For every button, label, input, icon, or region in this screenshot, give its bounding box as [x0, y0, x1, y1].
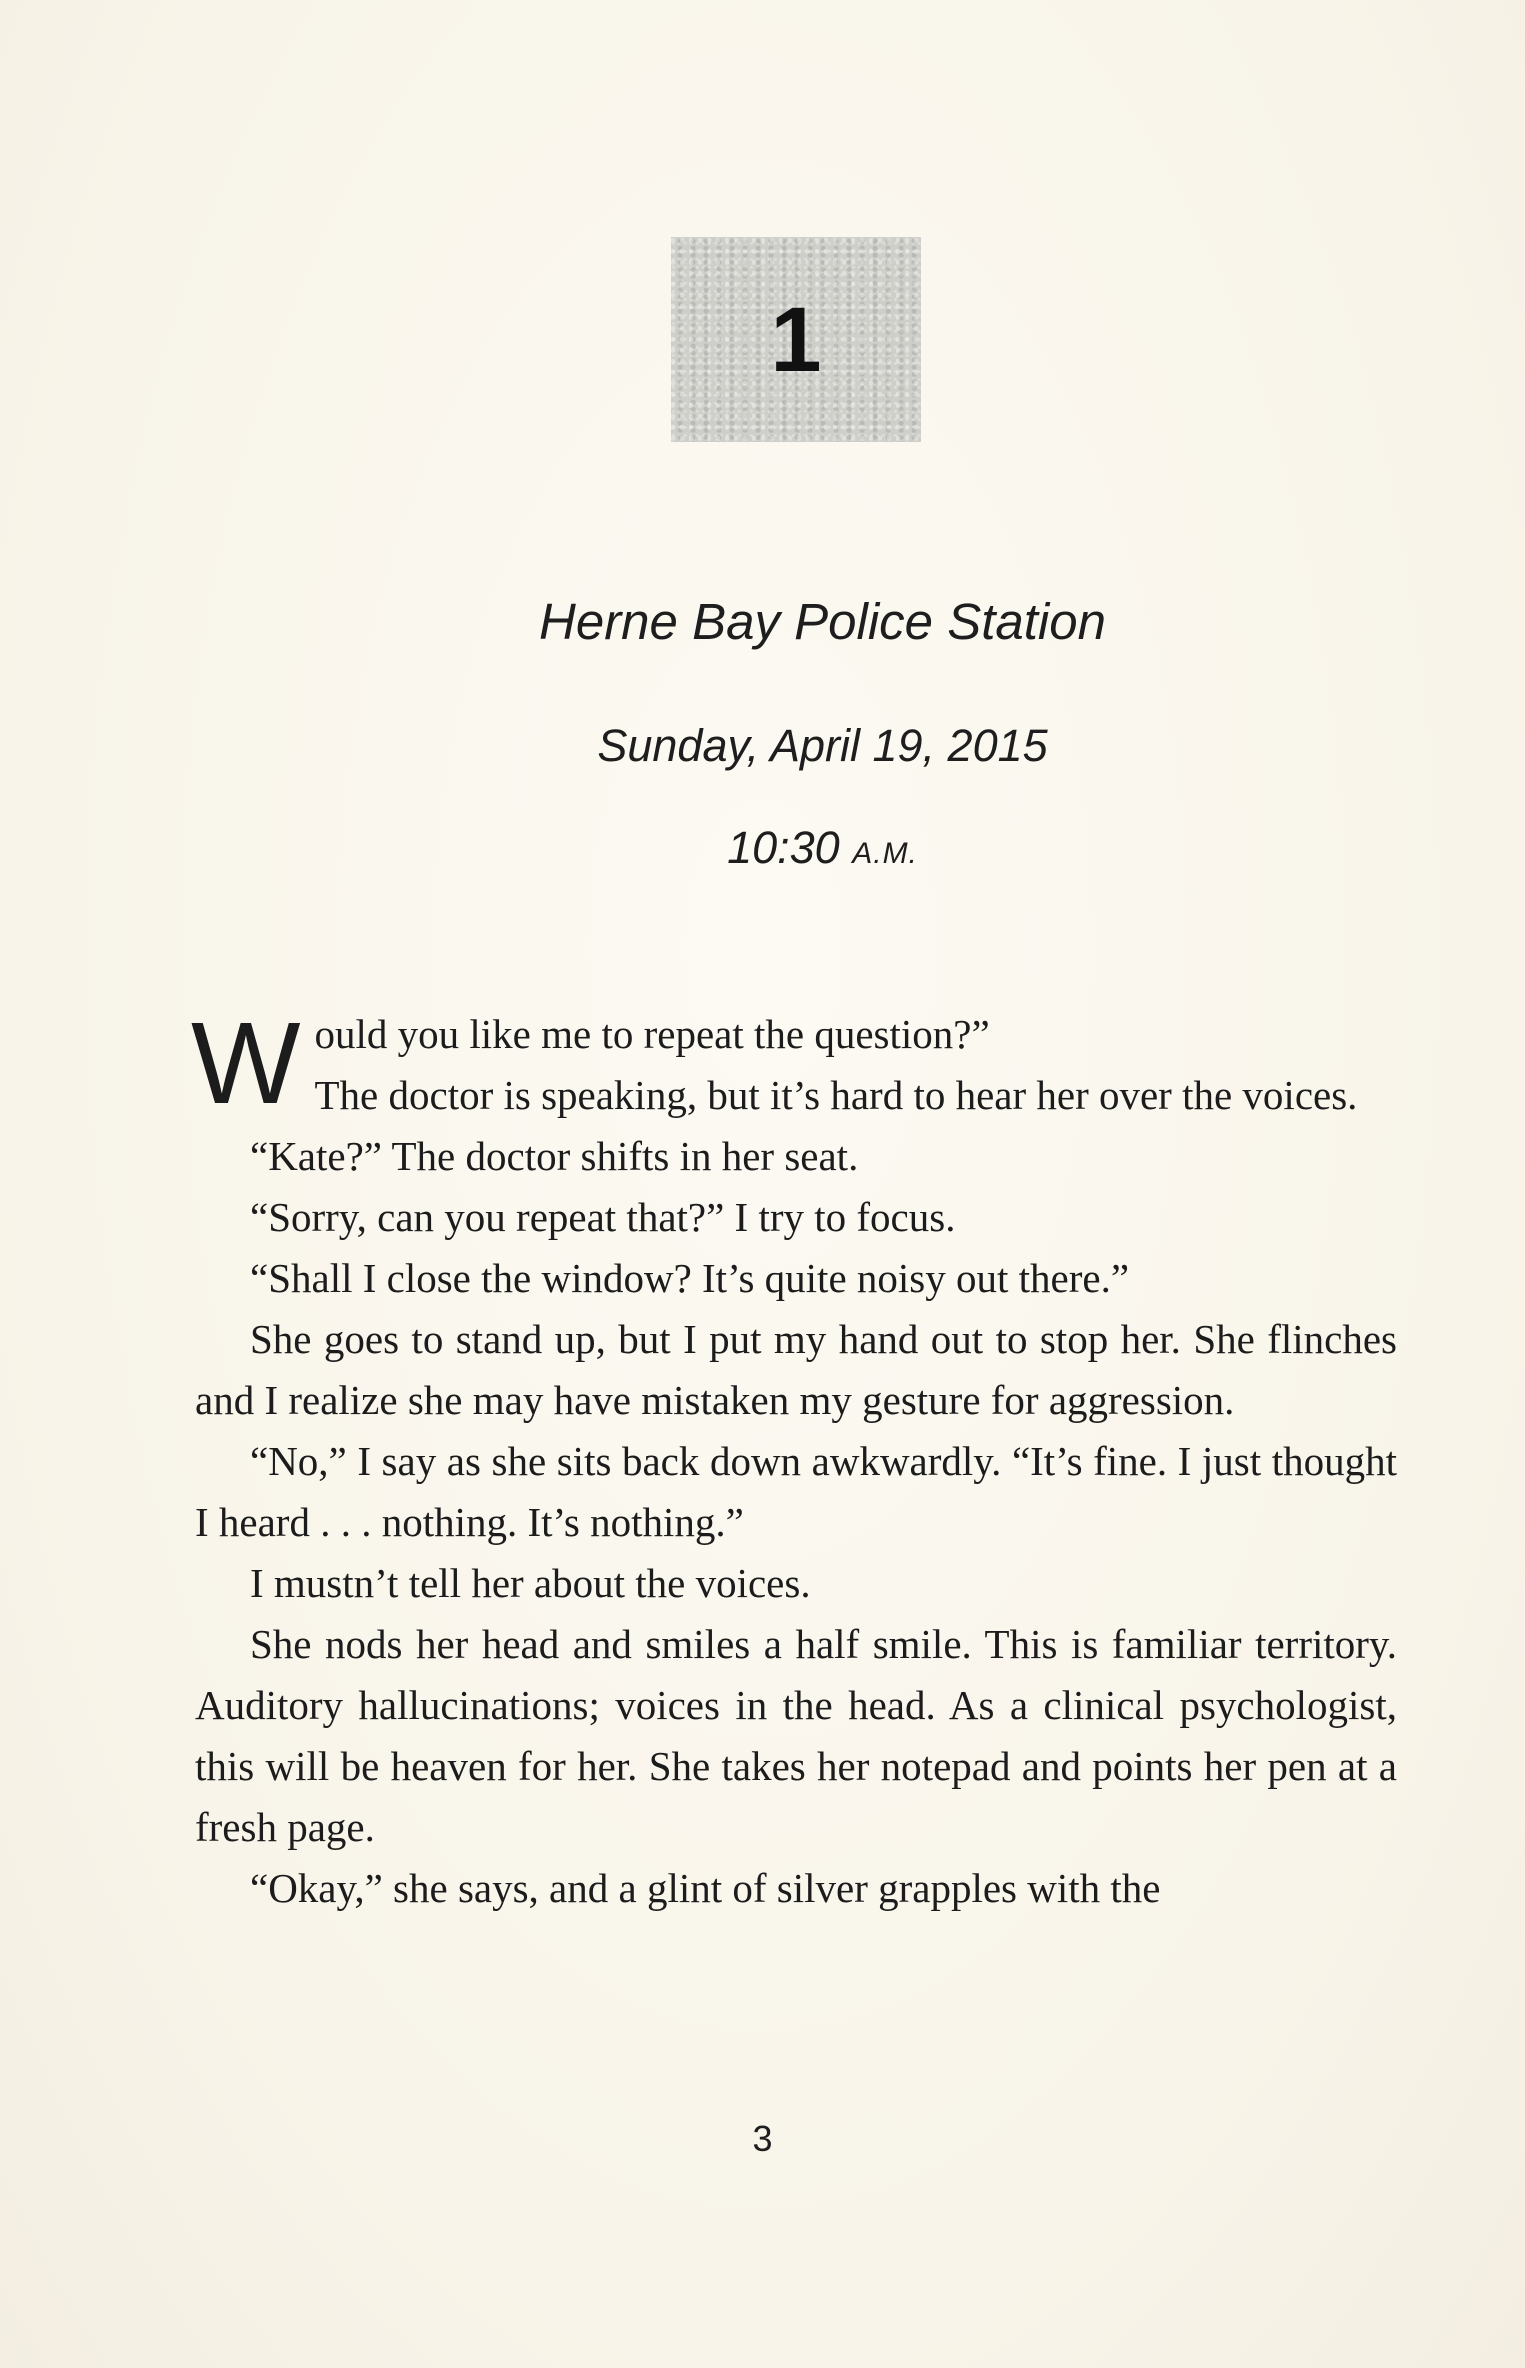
time-heading — [60, 822, 1525, 874]
time-suffix: A.M. — [852, 837, 918, 870]
paragraph-2: “Kate?” The doctor shifts in her seat. — [250, 1133, 859, 1179]
paragraph-1 — [191, 998, 1397, 1128]
paragraph-9: “Okay,” she says, and a glint of silver grapples with the — [250, 1865, 1161, 1911]
paragraph-1-opening: ould you like me to repeat the question?” — [314, 1011, 990, 1057]
paragraph-6: “No,” I say as she sits back down awkwardly. “It’s fine. I just thought I heard . . . nothing. It’s nothing.” — [195, 1438, 1397, 1545]
chapter-number: 1 — [770, 288, 822, 391]
paragraph-8: She nods her head and smiles a half smile. This is familiar territory. Auditory hallucinations; voices in the head. As a clinical psychologist, this will be heaven for her. She takes her notepad and points her pen at a fresh page. — [195, 1621, 1397, 1850]
chapter-body — [191, 998, 1397, 1919]
drop-cap: W — [191, 998, 301, 1128]
chapter-number-box — [671, 237, 921, 442]
paragraph-4: “Shall I close the window? It’s quite noisy out there.” — [250, 1255, 1130, 1301]
paragraph-5: She goes to stand up, but I put my hand out to stop her. She flinches and I realize she may have mistaken my gesture for aggression. — [195, 1316, 1397, 1423]
page-number: 3 — [752, 2118, 773, 2159]
paragraph-7: I mustn’t tell her about the voices. — [250, 1560, 811, 1606]
paragraph-3: “Sorry, can you repeat that?” I try to focus. — [250, 1194, 956, 1240]
paragraph-1-continuation: The doctor is speaking, but it’s hard to hear her over the voices. — [314, 1072, 1358, 1118]
date-heading: Sunday, April 19, 2015 — [597, 720, 1048, 771]
location-heading: Herne Bay Police Station — [539, 593, 1106, 650]
time-value: 10:30 — [727, 822, 853, 873]
